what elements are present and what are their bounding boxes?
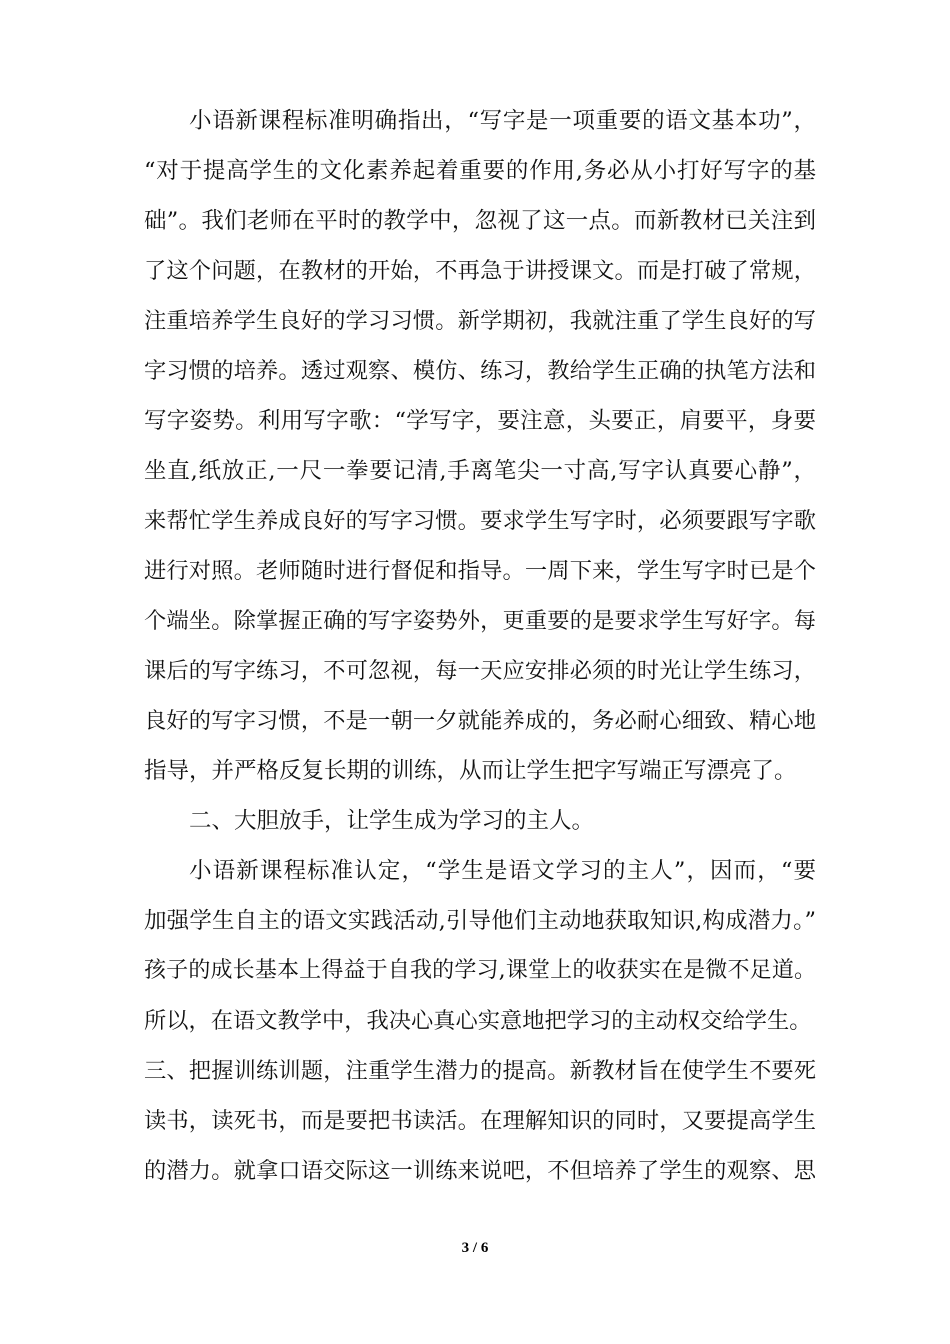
paragraph-line: 的潜力。就拿口语交际这一训练来说吧，不但培养了学生的观察、思 [144, 1158, 816, 1184]
paragraph-line: 字习惯的培养。透过观察、模仿、练习，教给学生正确的执笔方法和 [144, 358, 816, 384]
page-number: 3 / 6 [461, 1240, 489, 1256]
paragraph-line: 指导，并严格反复长期的训练，从而让学生把字写端正写漂亮了。 [144, 758, 797, 784]
paragraph-line: 读书，读死书，而是要把书读活。在理解知识的同时，又要提高学生 [144, 1108, 816, 1134]
paragraph-line: 良好的写字习惯，不是一朝一夕就能养成的，务必耐心细致、精心地 [144, 708, 816, 734]
paragraph-line: 础”。我们老师在平时的教学中，忽视了这一点。而新教材已关注到 [144, 208, 816, 234]
paragraph-line: 注重培养学生良好的学习习惯。新学期初，我就注重了学生良好的写 [144, 308, 816, 334]
paragraph-line: 了这个问题，在教材的开始，不再急于讲授课文。而是打破了常规， [144, 258, 816, 284]
paragraph-line: 三、把握训练训题，注重学生潜力的提高。新教材旨在使学生不要死 [144, 1058, 816, 1084]
paragraph-line: 来帮忙学生养成良好的写字习惯。要求学生写字时，必须要跟写字歌 [144, 508, 816, 534]
paragraph-line: 进行对照。老师随时进行督促和指导。一周下来，学生写字时已是个 [144, 558, 816, 584]
section-heading: 二、大胆放手，让学生成为学习的主人。 [189, 808, 595, 834]
paragraph-line: “对于提高学生的文化素养起着重要的作用,务必从小打好写字的基 [144, 158, 816, 184]
paragraph-line: 小语新课程标准认定，“学生是语文学习的主人”，因而，“要 [189, 858, 816, 884]
paragraph-line: 写字姿势。利用写字歌：“学写字，要注意，头要正，肩要平，身要 [144, 408, 816, 434]
paragraph-line: 所以，在语文教学中，我决心真心实意地把学习的主动权交给学生。 [144, 1008, 812, 1034]
paragraph-line: 加强学生自主的语文实践活动,引导他们主动地获取知识,构成潜力。” [144, 908, 816, 934]
paragraph-line: 课后的写字练习，不可忽视，每一天应安排必须的时光让学生练习， [144, 658, 816, 684]
paragraph-line: 个端坐。除掌握正确的写字姿势外，更重要的是要求学生写好字。每 [144, 608, 816, 634]
paragraph-line: 孩子的成长基本上得益于自我的学习,课堂上的收获实在是微不足道。 [144, 958, 816, 983]
paragraph-line: 小语新课程标准明确指出，“写字是一项重要的语文基本功”， [189, 108, 816, 134]
paragraph-line: 坐直,纸放正,一尺一拳要记清,手离笔尖一寸高,写字认真要心静”， [144, 458, 816, 484]
